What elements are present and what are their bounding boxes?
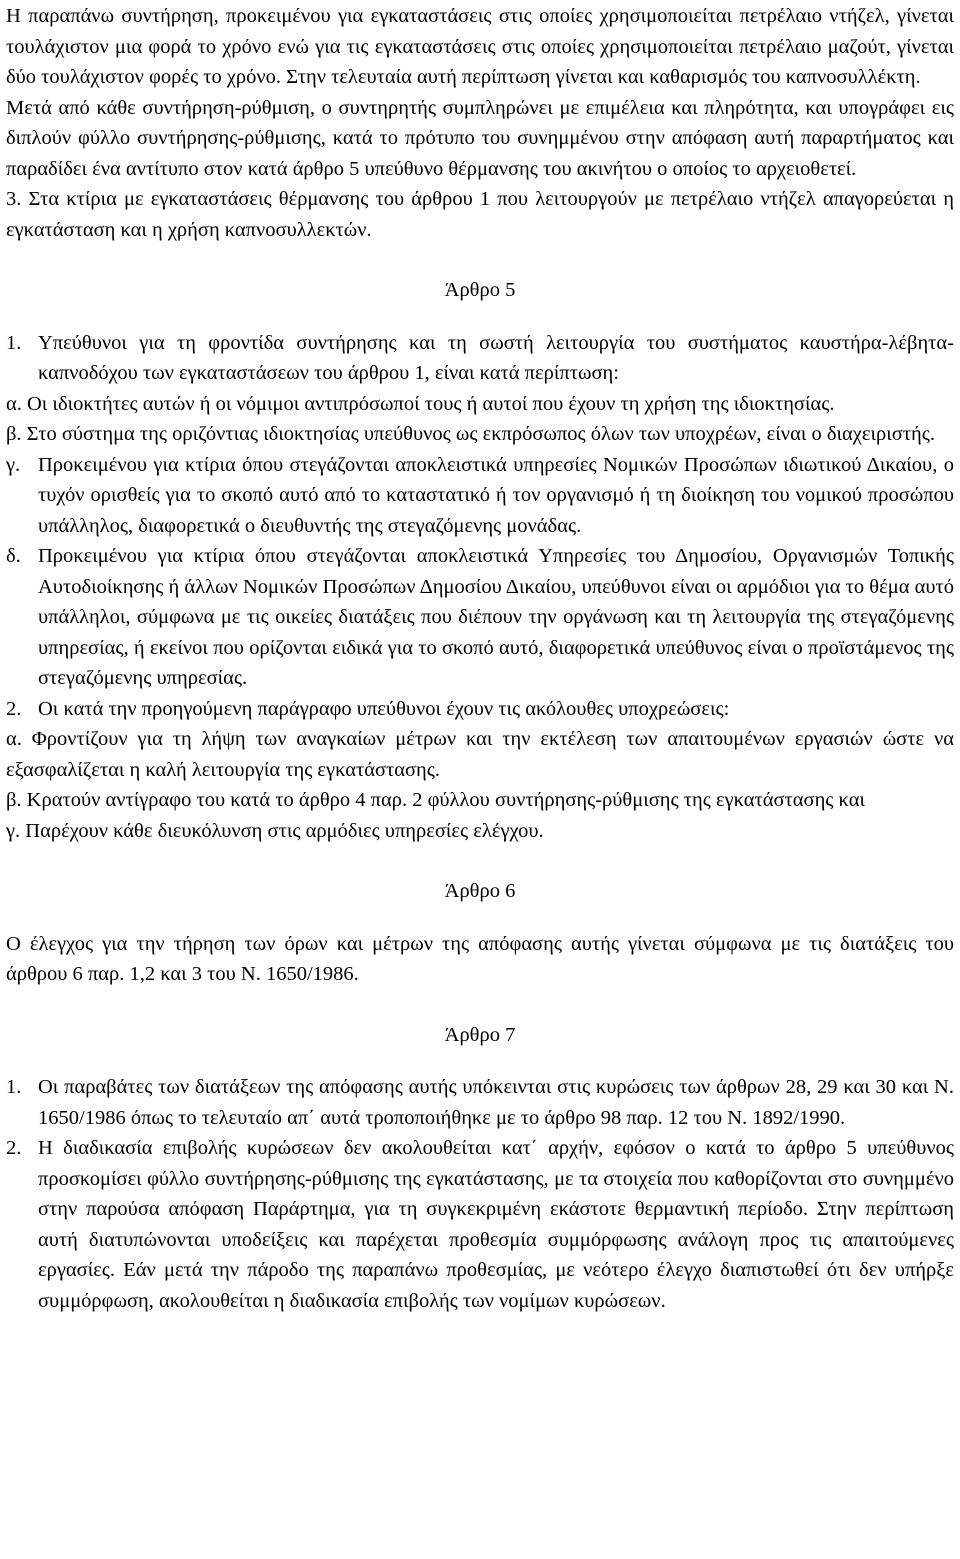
case-text: Προκειμένου για κτίρια όπου στεγάζονται αποκλειστικά Υπηρεσίες του Δημοσίου, Οργανισμών Τοπικής Αυτοδιοίκησης ή άλλων Νομικών Προσώπων Δημοσίου Δικαίου, υπεύθυνοι είναι οι αρμόδιοι για το θέμα αυτό υπάλληλοι, σύμφωνα με τις οικείες διατάξεις που διέπουν την οργάνωση και τη λειτουργία της στεγαζόμενης υπηρεσίας, ή εκείνοι που ορίζονται ειδικά για το σκοπό αυτό, διαφορετικά υπεύθυνος είναι ο προϊστάμενος της στεγαζόμενης υπηρεσίας. bbox=[38, 545, 954, 689]
article-5-case-a: α. Οι ιδιοκτήτες αυτών ή οι νόμιμοι αντιπρόσωποί τους ή αυτοί που έχουν τη χρήση της ιδιοκτησίας. bbox=[6, 392, 835, 415]
paragraph-text: Οι παραβάτες των διατάξεων της απόφασης αυτής υπόκεινται στις κυρώσεις των άρθρων 28, 29 και 30 και Ν. 1650/1986 όπως το τελευταίο απ΄ αυτά τροποποιήθηκε με το άρθρο 98 παρ. 12 του Ν. 1892/1990. bbox=[38, 1076, 954, 1129]
case-text: Προκειμένου για κτίρια όπου στεγάζονται αποκλειστικά υπηρεσίες Νομικών Προσώπων ιδιωτικού Δικαίου, ο τυχόν ορισθείς για το σκοπό αυτό από το καταστατικό ή τον οργανισμό ή τη διοίκηση του νομικού προσώπου υπάλληλος, διαφορετικά ο διευθυντής της στεγαζόμενης μονάδας. bbox=[38, 453, 954, 537]
intro-paragraph-2: Μετά από κάθε συντήρηση-ρύθμιση, ο συντηρητής συμπληρώνει με επιμέλεια και πληρότητα, και υπογράφει εις διπλούν φύλλο συντήρησης-ρύθμισης, κατά το πρότυπο του συνημμένου στην απόφαση αυτή παραρτήματος και παραδίδει ένα αντίτυπο στον κατά άρθρο 5 υπεύθυνο θέρμανσης του ακινήτου ο οποίος το αρχειοθετεί. bbox=[6, 96, 954, 180]
paragraph-number: 1. bbox=[6, 1076, 22, 1098]
article-7-paragraph-1 bbox=[6, 1072, 954, 1133]
paragraph-number: 2. bbox=[6, 697, 22, 720]
article-7-heading: Άρθρο 7 bbox=[444, 1023, 516, 1046]
paragraph-text: Οι κατά την προηγούμενη παράγραφο υπεύθυνοι έχουν τις ακόλουθες υποχρεώσεις: bbox=[38, 697, 730, 720]
article-6-text: Ο έλεγχος για την τήρηση των όρων και μέτρων της απόφασης αυτής γίνεται σύμφωνα με τις διατάξεις του άρθρου 6 παρ. 1,2 και 3 του Ν. 1650/1986. bbox=[6, 932, 954, 985]
article-5-heading: Άρθρο 5 bbox=[444, 279, 516, 301]
paragraph-number: 2. bbox=[6, 1137, 22, 1159]
article-5-case-b: β. Στο σύστημα της οριζόντιας ιδιοκτησίας υπεύθυνος ως εκπρόσωπος όλων των υποχρέων, είναι ο διαχειριστής. bbox=[6, 423, 935, 445]
article-5-obligation-a: α. Φροντίζουν για τη λήψη των αναγκαίων μέτρων και την εκτέλεση των απαιτουμένων εργασιών ώστε να εξασφαλίζεται η καλή λειτουργία της εγκατάστασης. bbox=[6, 728, 954, 781]
article-5-obligation-c: γ. Παρέχουν κάθε διευκόλυνση στις αρμόδιες υπηρεσίες ελέγχου. bbox=[6, 819, 544, 842]
paragraph-number: 1. bbox=[6, 331, 22, 354]
article-5-obligation-b: β. Κρατούν αντίγραφο του κατά το άρθρο 4 παρ. 2 φύλλου συντήρησης-ρύθμισης της εγκατάστασης και bbox=[6, 789, 865, 811]
article-7-paragraph-2 bbox=[6, 1133, 954, 1316]
article-5-case-d bbox=[6, 541, 954, 694]
article-5-paragraph-1 bbox=[6, 328, 954, 389]
paragraph-text: Υπεύθυνοι για τη φροντίδα συντήρησης και τη σωστή λειτουργία του συστήματος καυστήρα-λέβητα-καπνοδόχου των εγκαταστάσεων του άρθρου 1, είναι κατά περίπτωση: bbox=[38, 331, 954, 384]
intro-paragraph-1: Η παραπάνω συντήρηση, προκειμένου για εγκαταστάσεις στις οποίες χρησιμοποιείται πετρέλαιο ντήζελ, γίνεται τουλάχιστον μια φορά το χρόνο ενώ για τις εγκαταστάσεις στις οποίες χρησιμοποιείται πετρέλαιο μαζούτ, γίνεται δύο τουλάχιστον φορές το χρόνο. Στην τελευταία αυτή περίπτωση γίνεται και καθαρισμός του καπνοσυλλέκτη. bbox=[6, 5, 954, 88]
article-5-paragraph-2 bbox=[6, 694, 954, 725]
paragraph-text: Η διαδικασία επιβολής κυρώσεων δεν ακολουθείται κατ΄ αρχήν, εφόσον ο κατά το άρθρο 5 υπεύθυνος προσκομίσει φύλλο συντήρησης-ρύθμισης της εγκατάστασης, με τα στοιχεία που καθορίζονται στο συνημμένο στην παρούσα απόφαση Παράρτημα, για τη συγκεκριμένη εκάστοτε θερμαντική περίοδο. Στην περίπτωση αυτή διατυπώνονται υποδείξεις και παρέχεται προθεσμία συμμόρφωσης ανάλογη προς τις απαιτούμενες εργασίες. Εάν μετά την πάροδο της παραπάνω προθεσμίας, με νεότερο έλεγχο διαπιστωθεί ότι δεν υπήρξε συμμόρφωση, ακολουθείται η διαδικασία επιβολής των νομίμων κυρώσεων. bbox=[38, 1137, 954, 1312]
article-6-heading: Άρθρο 6 bbox=[444, 880, 516, 902]
case-letter: δ. bbox=[6, 545, 21, 567]
case-letter: γ. bbox=[6, 453, 21, 476]
paragraph-3: 3. Στα κτίρια με εγκαταστάσεις θέρμανσης του άρθρου 1 που λειτουργούν με πετρέλαιο ντήζελ απαγορεύεται η εγκατάσταση και η χρήση καπνοσυλλεκτών. bbox=[6, 188, 954, 241]
article-5-case-c bbox=[6, 450, 954, 542]
